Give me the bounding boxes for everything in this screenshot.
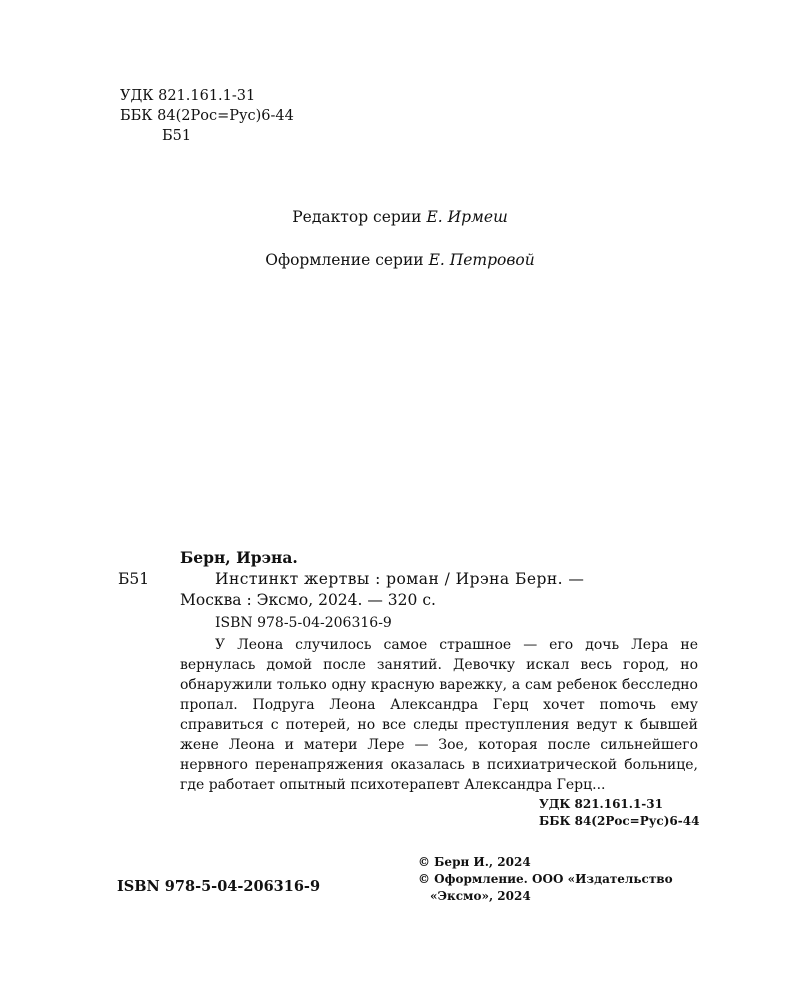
- udk-code: УДК 821.161.1-31: [120, 88, 256, 104]
- copyright-publisher: «Эксмо», 2024: [430, 889, 531, 903]
- series-editor-name: Е. Ирмеш: [426, 208, 508, 226]
- series-design-name: Е. Петровой: [428, 251, 535, 269]
- series-design-label: Оформление серии: [265, 251, 424, 269]
- book-title-line-1: Инстинкт жертвы : роман / Ирэна Берн. —: [215, 570, 585, 588]
- right-udk: УДК 821.161.1-31: [539, 797, 663, 811]
- right-codes: [539, 796, 699, 830]
- series-editor: [0, 208, 800, 226]
- footer-isbn: ISBN 978-5-04-206316-9: [117, 878, 321, 895]
- copyright-block: [418, 854, 673, 905]
- series-editor-label: Редактор серии: [292, 208, 422, 226]
- bib-code: Б51: [118, 570, 150, 588]
- annotation-text: У Леона случилось самое страшное — его дочь Лера не вернулась домой после занятий. Девочку искал весь город, но обнаружили только одну красную варежку, а сам ребенок бесследно пропал. Подруга Леона Александра Герц хочет поmочь ему справиться с потерей, но все следы преступления ведут к бывшей жене Леона и матери Лере — Зое, которая после сильнейшего нервного перенапряжения оказалась в психиатрической больнице, где работает опытный психотерапевт Александра Герц...: [180, 637, 698, 793]
- author-mark: Б51: [162, 128, 192, 144]
- copyright-author: © Берн И., 2024: [418, 855, 531, 869]
- book-isbn: ISBN 978-5-04-206316-9: [215, 615, 392, 631]
- series-design: [0, 251, 800, 269]
- bbk-code: ББК 84(2Рос=Рус)6-44: [120, 108, 294, 124]
- book-author: Берн, Ирэна.: [180, 548, 298, 567]
- book-title-line-2: Москва : Эксмо, 2024. — 320 с.: [180, 591, 436, 609]
- right-bbk: ББК 84(2Рос=Рус)6-44: [539, 814, 700, 828]
- copyright-design: © Оформление. ООО «Издательство: [418, 872, 673, 886]
